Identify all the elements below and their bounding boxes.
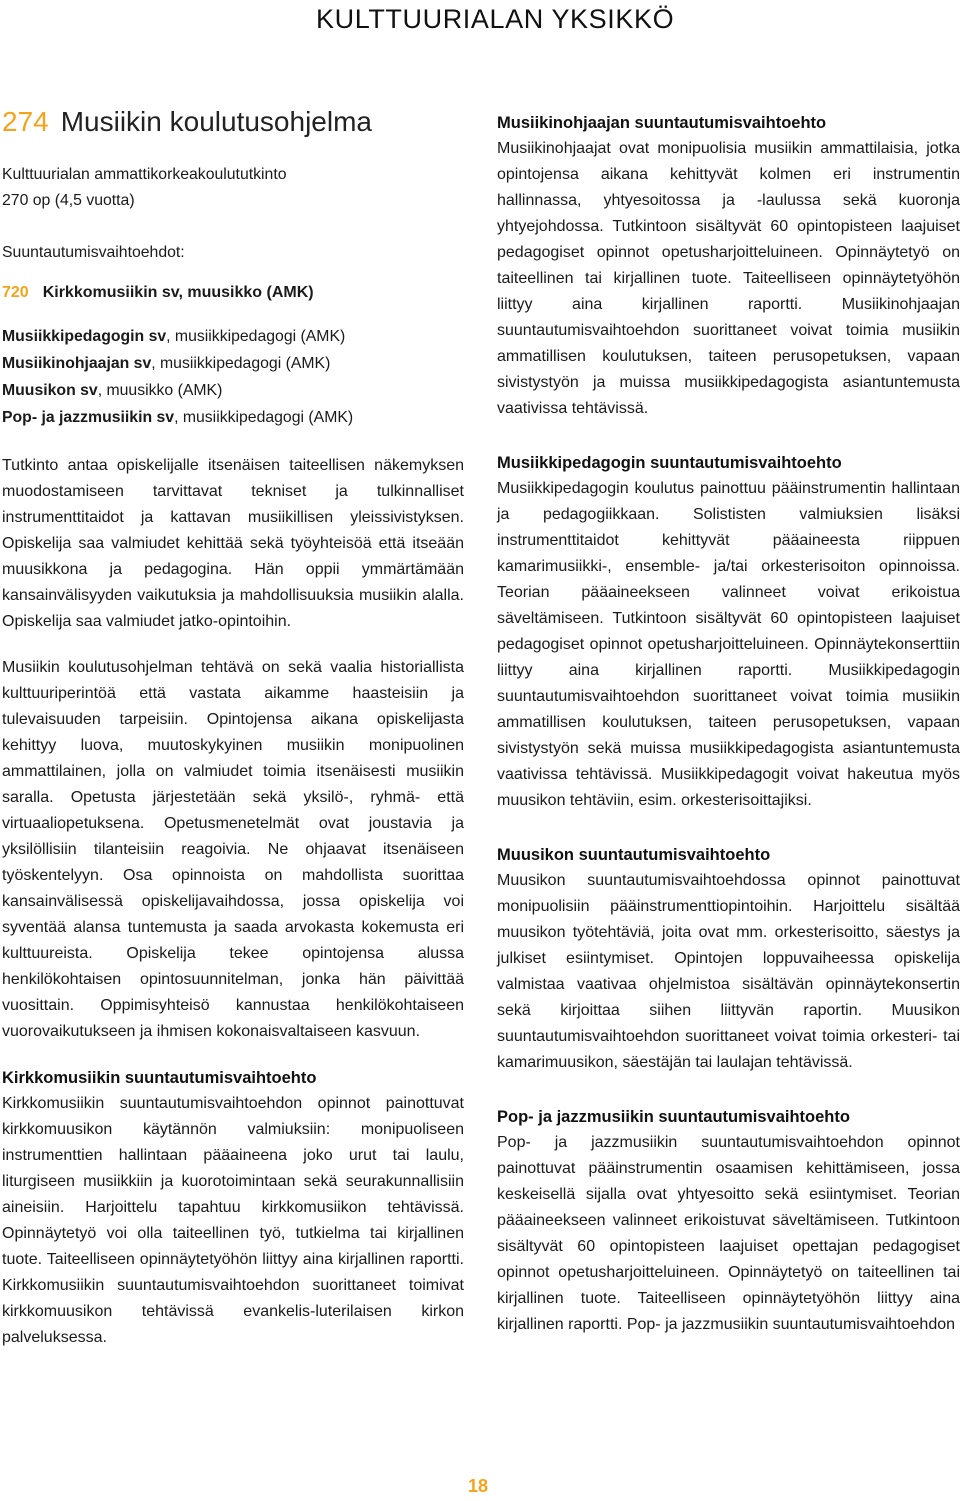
degree-name: Kulttuurialan ammattikorkeakoulututkinto (2, 166, 287, 183)
section-heading: Musiikinohjaajan suuntautumisvaihtoehto (497, 114, 827, 132)
kirkko-paragraph: Kirkkomusiikin suuntautumisvaihtoehdon opinnot painottuvat kirkkomuusikon käytännön valmiuksiin: monipuoliseen instrumenttien hallintaan pääaineena joko urut tai laulu, liturgiseen musiikkiin ja kuorotoimintaan sekä seurakunnallisiin aineisiin. Harjoittelu tapahtuu kirkkomusiikon tehtävissä. Opinnäytetyö voi olla taiteellinen työ, tutkielma tai kirjallinen tuote. Taiteelliseen opinnäytetyöhön liittyy aina kirjallinen raportti. Kirkkomusiikin suuntautumisvaihtoehdon suorittaneet toimivat kirkkomuusikon tehtävissä evankelis-luterilaisen kirkon palveluksessa. (2, 1095, 464, 1346)
section-heading: Pop- ja jazzmusiikin suuntautumisvaihtoehto (497, 1108, 850, 1126)
orientation-item: Musiikkipedagogin sv, musiikkipedagogi (AMK) (2, 328, 346, 345)
section-text: Musiikkipedagogin koulutus painottuu pääinstrumentin hallintaan ja pedagogiikkaan. Solististen valmiuksien lisäksi instrumenttitaidot kehittyvät pääaineesta riippuen kamarimusiikki-, ensemble- ja/tai orkesterisoiton opinnoissa. Teorian pääaineekseen valinneet voivat erikoistua säveltämiseen. Tutkintoon sisältyvät 60 opintopisteen laajuiset pedagogiset opinnot opetusharjoitteluineen. Opinnäytekonserttiin liittyy aina kirjallinen raportti. Musiikkipedagogin suuntautumisvaihtoehdon suorittaneet voivat toimia musiikin ammatillisen koulutuksen, taiteen perusopetuksen, vapaan sivistystyön sekä muissa musiikkipedagogista asiantuntemusta vaativissa tehtävissä. Musiikkipedagogit voivat hakeutua myös muusikon tehtäviin, esim. orkesterisoittajiksi. (497, 480, 960, 809)
program-name: Musiikin koulutusohjelma (60, 106, 372, 137)
mission-paragraph: Musiikin koulutusohjelman tehtävä on sekä vaalia historiallista kulttuuriperintöä että vastata aikamme haasteisiin ja tulevaisuuden tarpeisiin. Opintojensa aikana opiskelijasta kehittyy luova, muutoskykyinen musiikin monipuolinen ammattilainen, jolla on valmiudet toimia itsenäisesti musiikin saralla. Opetusta järjestetään sekä yksilö-, ryhmä- että virtuaaliopetuksena. Opetusmenetelmät ovat joustavia ja yksilöllisiin tilanteisiin reagoivia. Ne ohjaavat itsenäiseen työskentelyyn. Osa opinnoista on mahdollista suorittaa kansainvälisessä opiskelijavaihdossa, jossa opiskelija voi syventää alansa tuntemusta ja saada arvokasta kokemusta eri kulttuureista. Opiskelija tekee opintojensa alussa henkilökohtaisen opintosuunnitelman, jonka hän päivittää vuosittain. Oppimisyhteisö kannustaa henkilökohtaiseen vuorovaikutukseen ja ihmisen kokonaisvaltaiseen kasvuun. (2, 659, 464, 1040)
section-musiikkipedagogi (497, 450, 960, 814)
orientation-item: Musiikinohjaajan sv, musiikkipedagogi (AMK) (2, 355, 331, 372)
section-musiikinohjaaja (497, 110, 960, 422)
orientation-item: Pop- ja jazzmusiikin sv, musiikkipedagogi (AMK) (2, 409, 354, 426)
section-muusikko (497, 842, 960, 1076)
degree-scope: 270 op (4,5 vuotta) (2, 192, 135, 209)
program-title (2, 104, 464, 140)
orientations-label: Suuntautumisvaihtoehdot: (2, 244, 185, 261)
kirkko-heading: Kirkkomusiikin suuntautumisvaihtoehto (2, 1069, 317, 1087)
section-text: Muusikon suuntautumisvaihtoehdossa opinnot painottuvat monipuolisiin pääinstrumenttiopintoihin. Harjoittelu sisältää muusikon työtehtäviä, joita ovat mm. orkesterisoitto, säestys ja julkiset esiintymiset. Opintojen loppuvaiheessa opiskelija valmistaa vaativaa ohjelmistoa sisältävän opinnäytekonsertin sekä kirjoittaa siihen liittyvän raportin. Muusikon suuntautumisvaihtoehdon suorittaneet voivat toimia orkesteri- tai kamarimuusikon, säestäjän tai laulajan tehtävissä. (497, 872, 960, 1071)
orientation-code: 720 (2, 284, 29, 301)
orientation-list (2, 323, 464, 431)
section-heading: Musiikkipedagogin suuntautumisvaihtoehto (497, 454, 842, 472)
section-heading: Muusikon suuntautumisvaihtoehto (497, 846, 771, 864)
page-header-title: KULTTUURIALAN YKSIKKÖ (316, 4, 675, 34)
left-column (2, 104, 464, 1371)
section-text: Pop- ja jazzmusiikin suuntautumisvaihtoehdon opinnot painottuvat pääinstrumentin osaamisen kehittämiseen, jossa keskeisellä sijalla ovat yhtyesoitto sekä esiintymiset. Teorian pääaineekseen valinneet erikoistuvat säveltämiseen. Tutkintoon sisältyvät 60 opintopisteen laajuiset opettajan pedagogiset opinnot opetusharjoitteluineen. Opinnäytetyö on taiteellinen tai kirjallinen tuote. Taiteelliseen opinnäytetyöhön liittyy aina kirjallinen raportti. Pop- ja jazzmusiikin suuntautumisvaihtoehdon (497, 1134, 960, 1333)
intro-paragraph: Tutkinto antaa opiskelijalle itsenäisen taiteellisen näkemyksen muodostamiseen tarvittavat tekniset ja tulkinnalliset instrumenttitaidot ja kattavan musiikillisen yleissivistyksen. Opiskelija saa valmiudet kehittää sekä työyhteisöä että itseään muusikkona ja pedagogina. Hän oppii ymmärtämään kansainvälisyyden vaikutuksia ja mahdollisuuksia musiikin alalla. Opiskelija saa valmiudet jatko-opintoihin. (2, 457, 464, 630)
orientation-item: Muusikon sv, muusikko (AMK) (2, 382, 223, 399)
page-number: 18 (468, 1476, 489, 1496)
orientation-code-line (2, 278, 464, 307)
section-text: Musiikinohjaajat ovat monipuolisia musiikin ammattilaisia, jotka opintojensa aikana kehittyvät kolmen eri instrumentin hallinnassa, yhtyesoitossa ja -laulussa sekä kuoronja yhtyejohdossa. Tutkintoon sisältyvät 60 opintopisteen laajuiset pedagogiset opinnot opetusharjoitteluineen. Opinnäytetyö on taiteellinen tai kirjallinen tuote. Taiteelliseen opinnäytetyöhön liittyy aina kirjallinen raportti. Musiikinohjaajan suuntautumisvaihtoehdon suorittaneet voivat toimia musiikin ammatillisen koulutuksen, taiteen perusopetuksen, vapaan sivistystyön ja muissa musiikkipedagogista asiantuntemusta vaativissa tehtävissä. (497, 140, 960, 417)
right-column (497, 110, 960, 1366)
orientation-code-name: Kirkkomusiikin sv, muusikko (AMK) (42, 284, 314, 301)
section-popjazz (497, 1104, 960, 1338)
program-number: 274 (2, 106, 49, 137)
